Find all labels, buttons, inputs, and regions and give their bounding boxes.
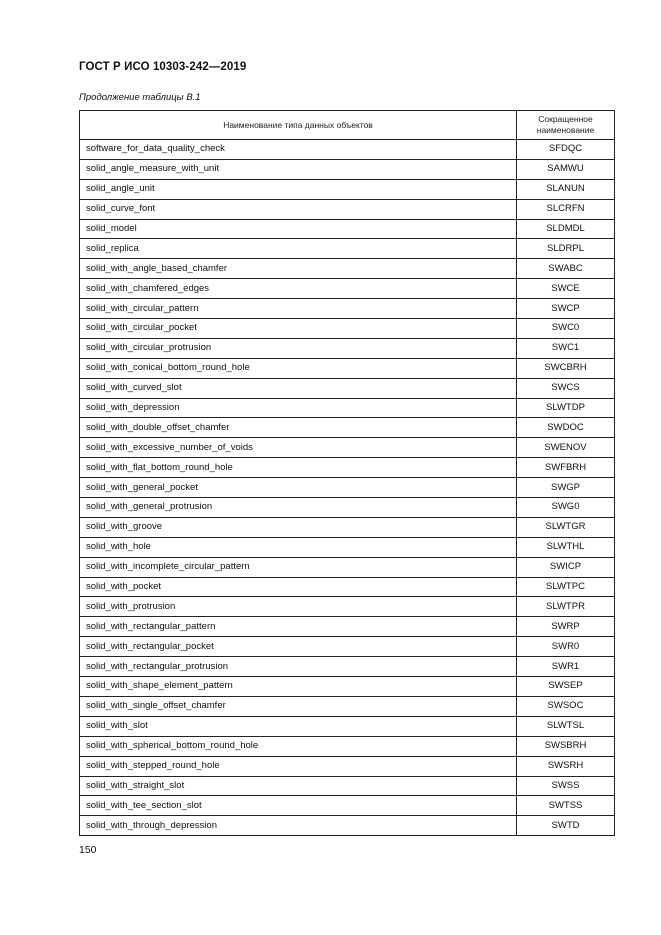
entity-name-cell: solid_with_rectangular_pattern [80,617,517,637]
table-row [80,756,615,776]
entity-name-cell: solid_with_double_offset_chamfer [80,418,517,438]
table-row [80,517,615,537]
entity-name-cell: solid_replica [80,239,517,259]
entity-name-cell: solid_with_tee_section_slot [80,796,517,816]
entity-name-cell: solid_with_pocket [80,577,517,597]
short-name-cell: SWR1 [517,657,615,677]
table-body [80,140,615,836]
table-row [80,597,615,617]
short-name-cell: SLWTPC [517,577,615,597]
table-row [80,696,615,716]
table-caption: Продолжение таблицы В.1 [79,92,201,103]
entity-name-cell: solid_with_stepped_round_hole [80,756,517,776]
entity-name-cell: solid_with_conical_bottom_round_hole [80,358,517,378]
table-row [80,577,615,597]
table-row [80,199,615,219]
table-row [80,816,615,836]
column-header-name: Наименование типа данных объектов [80,111,517,140]
entity-name-cell: solid_with_hole [80,537,517,557]
short-name-cell: SLWTGR [517,517,615,537]
short-name-cell: SWCP [517,299,615,319]
short-name-cell: SLWTHL [517,537,615,557]
table-row [80,299,615,319]
table-row [80,179,615,199]
entity-name-cell: solid_with_single_offset_chamfer [80,696,517,716]
short-name-cell: SWGP [517,478,615,498]
short-name-cell: SWABC [517,259,615,279]
entity-name-cell: solid_with_shape_element_pattern [80,677,517,697]
short-name-cell: SWCE [517,279,615,299]
entity-name-cell: solid_angle_unit [80,179,517,199]
table-row [80,319,615,339]
short-name-cell: SLWTSL [517,716,615,736]
table-row [80,537,615,557]
short-name-cell: SWFBRH [517,458,615,478]
table-row [80,279,615,299]
entity-name-cell: solid_with_circular_pattern [80,299,517,319]
short-name-cell: SLCRFN [517,199,615,219]
short-name-cell: SWSBRH [517,736,615,756]
table-row [80,398,615,418]
table-row [80,716,615,736]
short-name-cell: SWR0 [517,637,615,657]
column-header-short: Сокращенное наименование [517,111,615,140]
entity-name-cell: solid_with_incomplete_circular_pattern [80,557,517,577]
short-name-cell: SWTSS [517,796,615,816]
table-row [80,259,615,279]
table-row [80,736,615,756]
short-name-cell: SWSRH [517,756,615,776]
table-row [80,338,615,358]
table-row [80,219,615,239]
entity-name-cell: solid_with_chamfered_edges [80,279,517,299]
short-name-cell: SWDOC [517,418,615,438]
data-type-table [79,110,615,836]
short-name-cell: SWC1 [517,338,615,358]
entity-name-cell: solid_with_flat_bottom_round_hole [80,458,517,478]
short-name-cell: SWRP [517,617,615,637]
entity-name-cell: solid_with_slot [80,716,517,736]
short-name-cell: SWG0 [517,498,615,518]
short-name-cell: SWC0 [517,319,615,339]
short-name-cell: SLDRPL [517,239,615,259]
entity-name-cell: solid_with_general_protrusion [80,498,517,518]
table-row [80,418,615,438]
entity-name-cell: solid_with_circular_protrusion [80,338,517,358]
short-name-cell: SWICP [517,557,615,577]
table-row [80,239,615,259]
short-name-cell: SWSOC [517,696,615,716]
table-row [80,358,615,378]
short-name-cell: SLWTDP [517,398,615,418]
entity-name-cell: solid_with_groove [80,517,517,537]
table-row [80,498,615,518]
entity-name-cell: solid_with_depression [80,398,517,418]
entity-name-cell: solid_with_straight_slot [80,776,517,796]
entity-name-cell: software_for_data_quality_check [80,140,517,160]
table-row [80,796,615,816]
table-row [80,617,615,637]
table-row [80,637,615,657]
entity-name-cell: solid_with_general_pocket [80,478,517,498]
table-row [80,657,615,677]
table-row [80,159,615,179]
entity-name-cell: solid_angle_measure_with_unit [80,159,517,179]
table-row [80,557,615,577]
entity-name-cell: solid_with_through_depression [80,816,517,836]
short-name-cell: SWCS [517,378,615,398]
table-row [80,677,615,697]
entity-name-cell: solid_with_circular_pocket [80,319,517,339]
table-row [80,776,615,796]
table-header-row [80,111,615,140]
entity-name-cell: solid_model [80,219,517,239]
short-name-cell: SFDQC [517,140,615,160]
short-name-cell: SWSEP [517,677,615,697]
table-row [80,438,615,458]
entity-name-cell: solid_with_curved_slot [80,378,517,398]
entity-name-cell: solid_with_rectangular_pocket [80,637,517,657]
entity-name-cell: solid_curve_font [80,199,517,219]
document-header: ГОСТ Р ИСО 10303-242—2019 [79,61,247,73]
short-name-cell: SLANUN [517,179,615,199]
entity-name-cell: solid_with_protrusion [80,597,517,617]
short-name-cell: SLWTPR [517,597,615,617]
table-row [80,378,615,398]
entity-name-cell: solid_with_excessive_number_of_voids [80,438,517,458]
short-name-cell: SWCBRH [517,358,615,378]
short-name-cell: SLDMDL [517,219,615,239]
short-name-cell: SWTD [517,816,615,836]
table-row [80,458,615,478]
entity-name-cell: solid_with_angle_based_chamfer [80,259,517,279]
table-row [80,140,615,160]
short-name-cell: SAMWU [517,159,615,179]
table-row [80,478,615,498]
entity-name-cell: solid_with_rectangular_protrusion [80,657,517,677]
entity-name-cell: solid_with_spherical_bottom_round_hole [80,736,517,756]
page-number: 150 [79,844,97,856]
short-name-cell: SWENOV [517,438,615,458]
short-name-cell: SWSS [517,776,615,796]
